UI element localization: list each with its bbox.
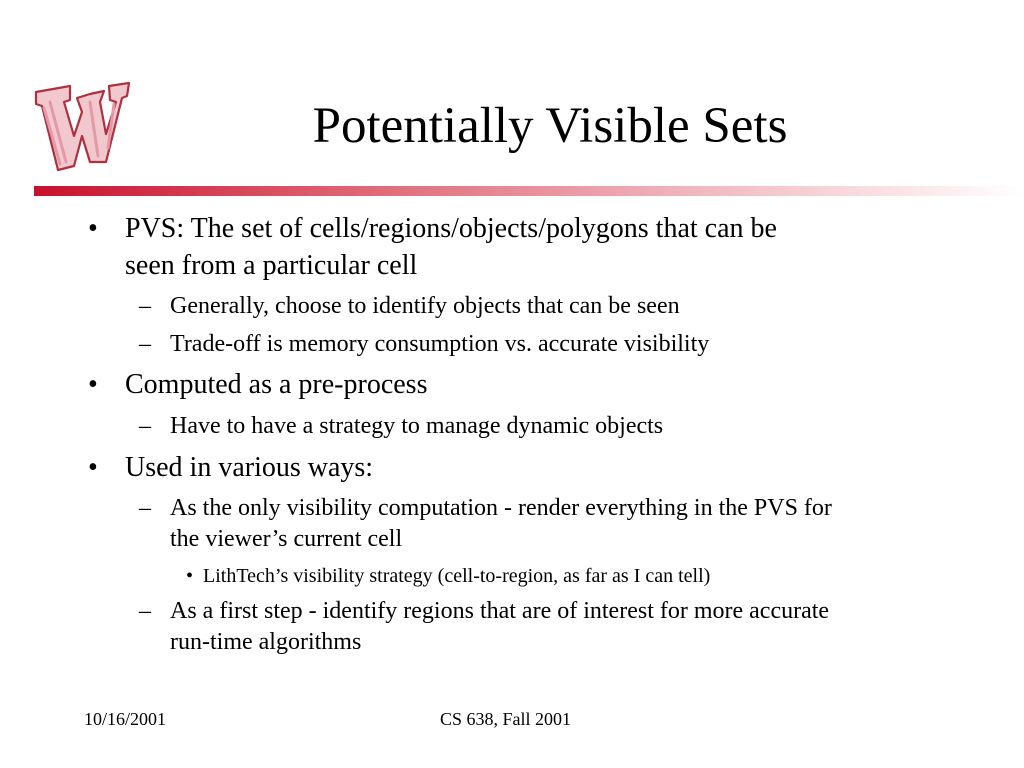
sub-bullet-text: Have to have a strategy to manage dynamic objects: [170, 413, 664, 439]
sub-bullet-marker: –: [139, 598, 151, 624]
bullet-text: PVS: The set of cells/regions/objects/polygons that can be: [125, 213, 777, 244]
bullet-text: Used in various ways:: [125, 452, 374, 483]
bullet-text: seen from a particular cell: [125, 250, 418, 281]
sub-bullet-text: As a first step - identify regions that are of interest for more accurate: [170, 598, 830, 624]
sub-bullet-marker: –: [139, 413, 151, 439]
bullet-marker: •: [88, 213, 98, 244]
sub-bullet-text: As the only visibility computation - render everything in the PVS for: [170, 495, 832, 521]
sub-bullet-marker: –: [139, 293, 151, 319]
bullet-marker: •: [88, 452, 98, 483]
sub-sub-bullet-marker: •: [186, 565, 194, 587]
footer-date: 10/16/2001: [84, 709, 167, 729]
sub-bullet-marker: –: [139, 331, 151, 357]
sub-bullet-marker: –: [139, 495, 151, 521]
sub-bullet-text: Generally, choose to identify objects that can be seen: [170, 293, 680, 319]
bullet-text: Computed as a pre-process: [125, 369, 428, 400]
slide-title: Potentially Visible Sets: [312, 98, 788, 154]
sub-bullet-text: run-time algorithms: [170, 629, 362, 655]
sub-bullet-text: Trade-off is memory consumption vs. accurate visibility: [170, 331, 710, 357]
sub-sub-bullet-text: LithTech’s visibility strategy (cell-to-region, as far as I can tell): [203, 565, 711, 587]
sub-bullet-text: the viewer’s current cell: [170, 526, 403, 552]
footer-course: CS 638, Fall 2001: [440, 709, 572, 729]
bullet-marker: •: [88, 369, 98, 400]
